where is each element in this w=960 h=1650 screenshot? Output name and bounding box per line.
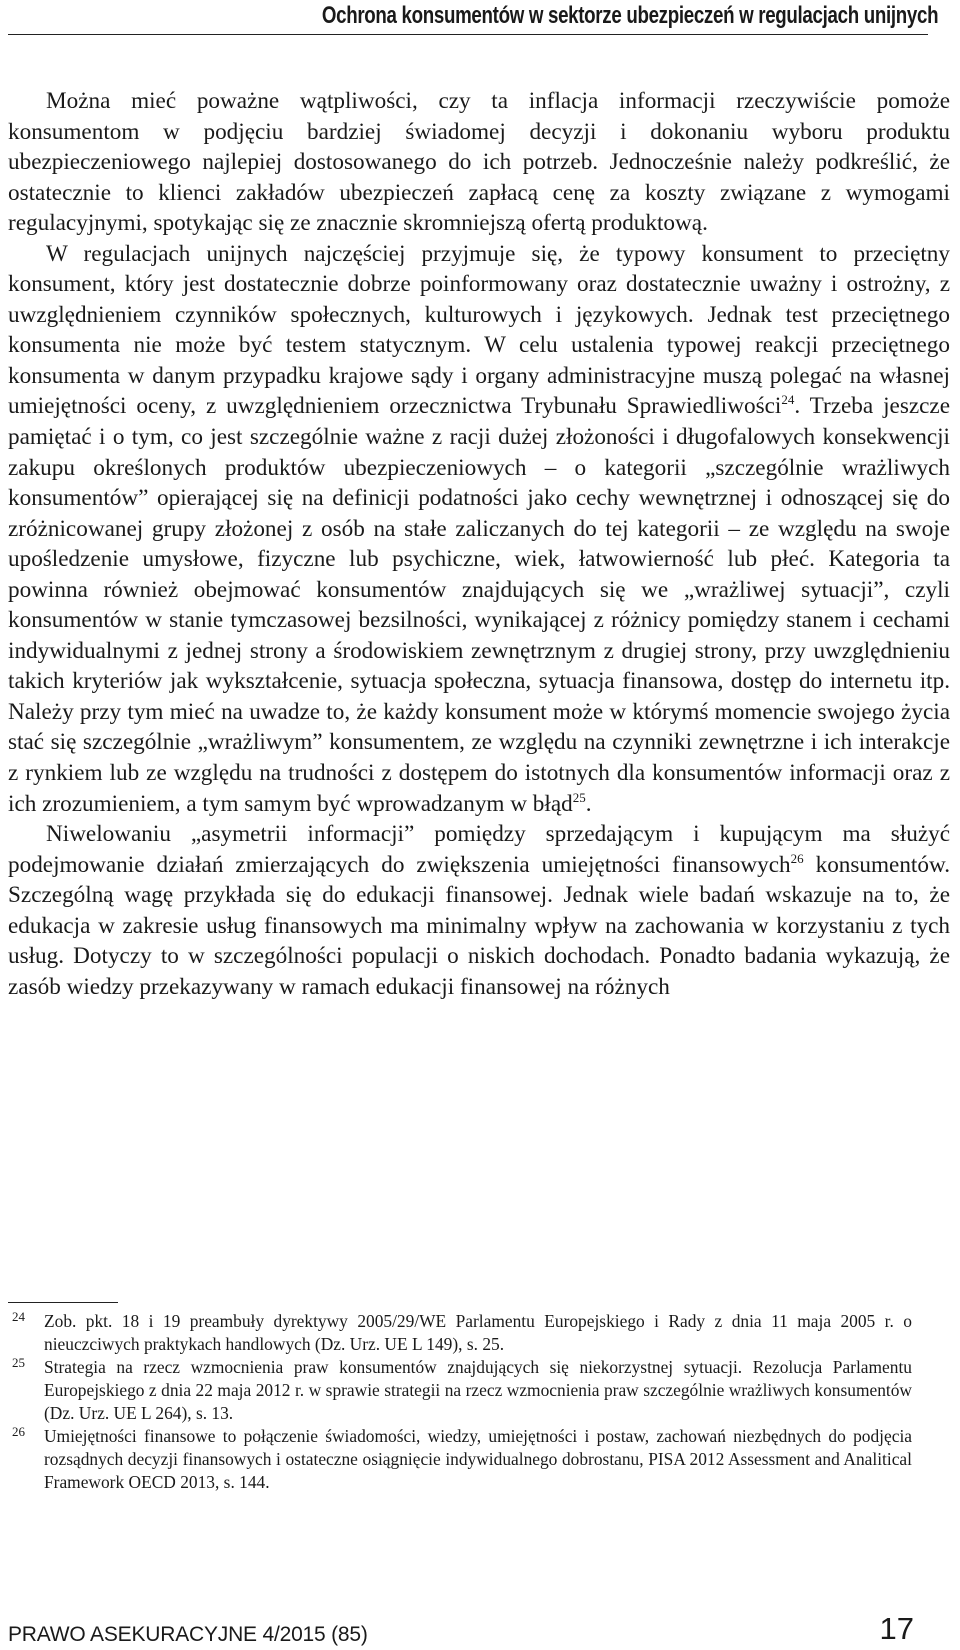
paragraph-2-text-b: . Trzeba jeszcze pamiętać i o tym, co jest szczególnie ważne z racji dużej złożoności i długofalowych konsekwencji zakupu określonych produktów ubezpieczeniowych – o kategorii „szczególnie wrażliwych konsumentów” opierającej się na definicji podatności jako cechy wewnętrznej i odnoszącej się do zróżnicowanej grupy złożonej z osób na stałe zaliczanych do tej kategorii – ze względu na swoje upośledzenie umysłowe, fizyczne lub psychiczne, wiek, łatwowierność lub płeć. Kategoria ta powinna również obejmować konsumentów znajdujących się we „wrażliwej sytuacji”, czyli konsumentów w stanie tymczasowej bezsilności, wynikającej z różnicy pomiędzy stanem i cechami indywidualnymi z jednej strony a środowiskiem zewnętrznym z drugiej strony, przy uwzględnieniu takich kryteriów jak wykształcenie, sytuacja społeczna, sytuacja finansowa, dostęp do internetu itp. Należy przy tym mieć na uwadze to, że każdy konsument może w którymś momencie swojego życia stać się szczególnie „wrażliwym” konsumentem, ze względu na czynniki zewnętrzne i ich interakcje z rynkiem lub ze względu na trudności z dostępem do istotnych dla konsumentów informacji oraz z ich zrozumieniem, a tym samym być wprowadzanym w błąd bbox=[8, 393, 951, 817]
running-header-title: Ochrona konsumentów w sektorze ubezpieczeń w regulacjach unijnych bbox=[321, 2, 938, 29]
journal-footer: PRAWO ASEKURACYJNE 4/2015 (85) bbox=[8, 1623, 368, 1646]
footnote-26 bbox=[8, 1425, 912, 1494]
paragraph-1 bbox=[8, 86, 950, 239]
footnote-ref-24: 24 bbox=[781, 392, 795, 408]
paragraph-3-text-a: Niwelowaniu „asymetrii informacji” pomiędzy sprzedającym i kupującym ma służyć podejmowanie działań zmierzających do zwiększenia umiejętności finansowych bbox=[8, 821, 950, 878]
footnote-ref-26: 26 bbox=[790, 850, 804, 866]
paragraph-2-text-a: W regulacjach unijnych najczęściej przyjmuje się, że typowy konsument to przeciętny konsument, który jest dostatecznie dobrze poinformowany oraz dostatecznie uważny i ostrożny, z uwzględnieniem czynników społecznych, kulturowych i językowych. Jednak test przeciętnego konsumenta nie może być testem statycznym. W celu ustalenia typowej reakcji przeciętnego konsumenta w danym przypadku krajowe sądy i organy administracyjne muszą polegać na własnej umiejętności oceny, z uwzględnieniem orzecznictwa Trybunału Sprawiedliwości bbox=[8, 240, 950, 420]
paragraph-2-text-c: . bbox=[585, 790, 592, 817]
running-header bbox=[0, 0, 950, 36]
footnote-number: 26 bbox=[12, 1424, 25, 1439]
footnotes bbox=[8, 1310, 912, 1494]
footnote-text: Zob. pkt. 18 i 19 preambuły dyrektywy 2005/29/WE Parlamentu Europejskiego i Rady z dnia 11 maja 2005 r. o nieuczciwych praktykach handlowych (Dz. Urz. UE L 149), s. 25. bbox=[44, 1311, 912, 1354]
footnote-text: Umiejętności finansowe to połączenie świadomości, wiedzy, umiejętności i postaw, zachowań niezbędnych do podjęcia rozsądnych decyzji finansowych i ostateczne osiągnięcie indywidualnego dobrostanu, PISA 2012 Assessment and Analitical Framework OECD 2013, s. 144. bbox=[44, 1426, 912, 1492]
footnote-24 bbox=[8, 1310, 912, 1356]
footnote-ref-25: 25 bbox=[572, 789, 586, 805]
page-number: 17 bbox=[879, 1611, 914, 1646]
paragraph-3 bbox=[8, 819, 950, 1002]
footnote-25 bbox=[8, 1356, 912, 1425]
paragraph-3-text-b: konsumentów. Szczególną wagę przykłada się do edukacji finansowej. Jednak wiele badań wskazuje na to, że edukacja w zakresie usług finansowych ma minimalny wpływ na zachowania w korzystaniu z tych usług. Dotyczy to w szczególności populacji o niskich dochodach. Ponadto badania wykazują, że zasób wiedzy przekazywany w ramach edukacji finansowej na różnych bbox=[8, 851, 950, 1000]
header-rule bbox=[8, 34, 928, 35]
footnote-text: Strategia na rzecz wzmocnienia praw konsumentów znajdujących się niekorzystnej sytuacji. Rezolucja Parlamentu Europejskiego z dnia 22 maja 2012 r. w sprawie strategii na rzecz wzmocnienia praw szczególnie wrażliwych konsumentów (Dz. Urz. UE L 264), s. 13. bbox=[44, 1357, 912, 1423]
paragraph-1-text: Można mieć poważne wątpliwości, czy ta inflacja informacji rzeczywiście pomoże konsumentom w podjęciu bardziej świadomej decyzji i dokonaniu wyboru produktu ubezpieczeniowego najlepiej dostosowanego do ich potrzeb. Jednocześnie należy podkreślić, że ostatecznie to klienci zakładów ubezpieczeń zapłacą cenę za koszty związane z wymogami regulacyjnymi, spotykając się ze znacznie skromniejszą ofertą produktową. bbox=[8, 88, 950, 237]
footnote-rule bbox=[8, 1302, 118, 1303]
body-text bbox=[8, 86, 950, 1002]
footnote-number: 24 bbox=[12, 1309, 25, 1324]
footnote-number: 25 bbox=[12, 1355, 25, 1370]
paragraph-2 bbox=[8, 239, 950, 819]
